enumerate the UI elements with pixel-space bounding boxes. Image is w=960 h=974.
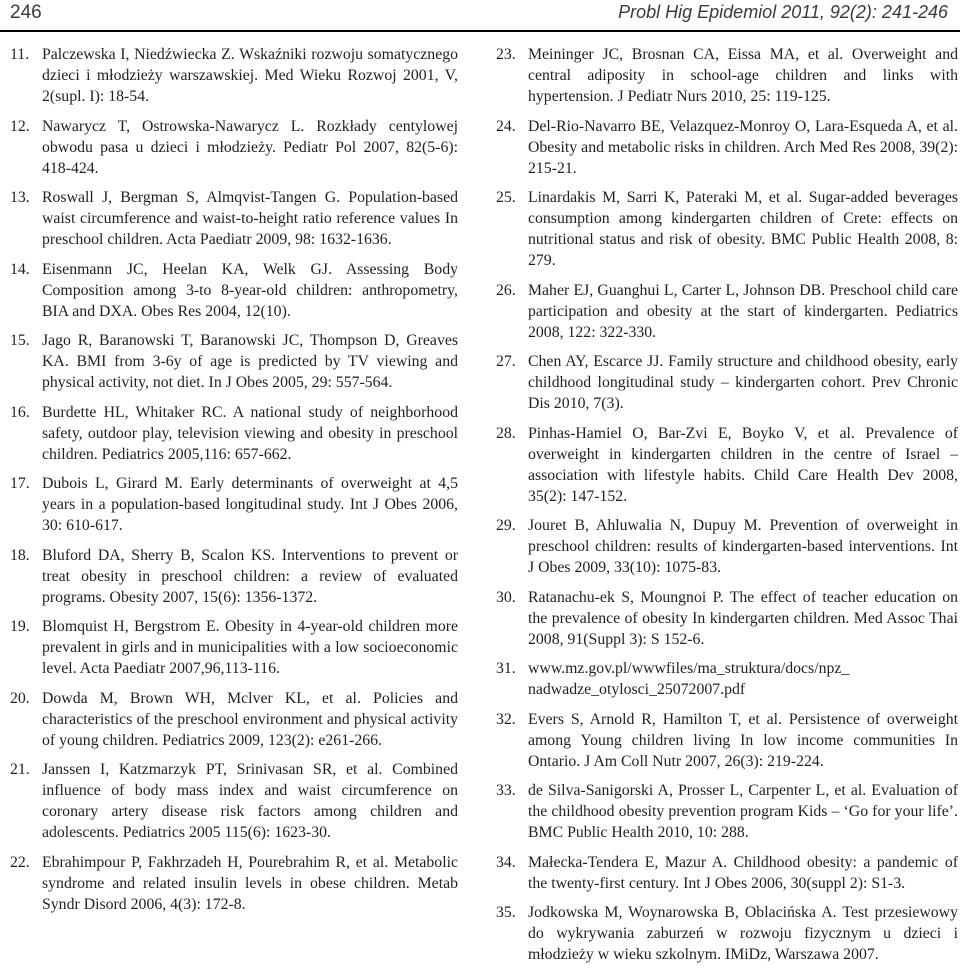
reference-item [10,402,458,465]
reference-number: 27. [496,353,516,370]
reference-text: Małecka-Tendera E, Mazur A. Childhood obesity: a pandemic of the twenty-first century. Int J Obes 2006, 30(suppl 2): S1-3. [528,853,958,892]
reference-item [496,658,958,700]
reference-number: 14. [10,260,30,278]
reference-text: Jouret B, Ahluwalia N, Dupuy M. Prevention of overweight in preschool children: results of kindergarten-based interventions. Int J Obes 2009, 33(10): 1075-83. [528,517,958,576]
reference-item [10,759,458,843]
reference-item [10,187,458,250]
journal-citation: Probl Hig Epidemiol 2011, 92(2): 241-246 [618,2,948,22]
reference-text: Bluford DA, Sherry B, Scalon KS. Interventions to prevent or treat obesity in preschool children: a review of evaluated programs. Obesity 2007, 15(6): 1356-1372. [42,546,458,606]
page-header [0,0,960,40]
reference-text: Chen AY, Escarce JJ. Family structure and childhood obesity, early childhood longitudinal study – kindergarten cohort. Prev Chronic Dis 2010, 7(3). [528,353,958,412]
reference-number: 28. [496,424,516,442]
reference-number: 29. [496,517,516,534]
reference-item [496,116,958,179]
reference-number: 13. [10,189,30,206]
reference-text: Ebrahimpour P, Fakhrzadeh H, Pourebrahim R, et al. Metabolic syndrome and related insulin levels in obese children. Metab Syndr Disord 2006, 4(3): 172-8. [42,853,458,913]
reference-item [10,852,458,915]
references-left-column [10,44,458,923]
reference-number: 26. [496,281,516,299]
reference-number: 21. [10,761,30,778]
reference-number: 12. [10,117,30,135]
reference-item [10,44,458,107]
reference-text: Meininger JC, Brosnan CA, Eissa MA, et al. Overweight and central adiposity in school-age children and links with hypertension. J Pediatr Nurs 2010, 25: 119-125. [528,46,958,105]
reference-text: Del-Rio-Navarro BE, Velazquez-Monroy O, Lara-Esqueda A, et al. Obesity and metabolic risks in children. Arch Med Res 2008, 39(2): 215-21. [528,117,958,177]
reference-number: 23. [496,46,516,63]
reference-text: Burdette HL, Whitaker RC. A national study of neighborhood safety, outdoor play, television viewing and obesity in preschool children. Pediatrics 2005,116: 657-662. [42,403,458,463]
reference-number: 15. [10,332,30,349]
reference-text: Ratanachu-ek S, Moungnoi P. The effect of teacher education on the prevalence of obesity In kindergarten children. Med Assoc Thai 2008, 91(Suppl 3): S 152-6. [528,588,958,648]
reference-text: Dowda M, Brown WH, Mclver KL, et al. Policies and characteristics of the preschool environment and physical activity of young children. Pediatrics 2009, 123(2): e261-266. [42,689,458,749]
reference-number: 20. [10,689,30,707]
reference-text: Pinhas-Hamiel O, Bar-Zvi E, Boyko V, et al. Prevalence of overweight in kindergarten children in the centre of Israel – association with lifestyle habits. Child Care Health Dev 2008, 35(2): 147-152. [528,424,958,505]
reference-item [496,902,958,965]
reference-number: 25. [496,189,516,206]
reference-item [496,44,958,107]
reference-number: 22. [10,853,30,871]
reference-text: Palczewska I, Niedźwiecka Z. Wskaźniki rozwoju somatycznego dzieci i młodzieży warszawskiej. Med Wieku Rozwoj 2001, V, 2(supl. I): 18-54. [42,46,458,105]
reference-item [496,280,958,343]
reference-number: 34. [496,853,516,871]
reference-item [496,515,958,578]
reference-item [10,259,458,322]
references-right-column [496,44,958,974]
reference-text: Dubois L, Girard M. Early determinants of overweight at 4,5 years in a population-based longitudinal study. Int J Obes 2006, 30: 610-617. [42,475,458,534]
reference-text: Nawarycz T, Ostrowska-Nawarycz L. Rozkłady centylowej obwodu pasa u dzieci i młodzieży. Pediatr Pol 2007, 82(5-6): 418-424. [42,117,458,177]
reference-item [10,545,458,608]
reference-number: 17. [10,475,30,492]
reference-text: Jodkowska M, Woynarowska B, Oblacińska A. Test przesiewowy do wykrywania zaburzeń w rozwoju fizycznym u dzieci i młodzieży w wieku szkolnym. IMiDz, Warszawa 2007. [528,904,958,963]
reference-text: Linardakis M, Sarri K, Pateraki M, et al. Sugar-added beverages consumption among kindergarten children of Crete: effects on nutritional status and risk of obesity. BMC Public Health 2008, 8: 279. [528,189,958,269]
reference-text: Evers S, Arnold R, Hamilton T, et al. Persistence of overweight among Young children living In low income communities In Ontario. J Am Coll Nutr 2007, 26(3): 219-224. [528,710,958,770]
reference-text: Janssen I, Katzmarzyk PT, Srinivasan SR, et al. Combined influence of body mass index and waist circumference on coronary artery disease risk factors among children and adolescents. Pediatrics 2005 115(6): 1623-30. [42,761,458,841]
header-rule [0,30,960,32]
reference-number: 31. [496,660,516,677]
reference-item [10,473,458,536]
reference-item [10,688,458,751]
reference-item [496,852,958,894]
reference-text: Roswall J, Bergman S, Almqvist-Tangen G. Population-based waist circumference and waist-to-height ratio reference values In preschool children. Acta Paediatr 2009, 98: 1632-1636. [42,189,458,248]
reference-number: 18. [10,546,30,564]
reference-text: Eisenmann JC, Heelan KA, Welk GJ. Assessing Body Composition among 3-to 8-year-old children: anthropometry, BIA and DXA. Obes Res 2004, 12(10). [42,260,458,320]
reference-item [10,116,458,179]
reference-number: 19. [10,618,30,635]
reference-item [10,330,458,393]
reference-text: www.mz.gov.pl/wwwfiles/ma_struktura/docs/npz_ nadwadze_otylosci_25072007.pdf [528,660,850,698]
reference-number: 32. [496,710,516,728]
reference-number: 33. [496,782,516,799]
reference-number: 16. [10,403,30,421]
reference-text: Jago R, Baranowski T, Baranowski JC, Thompson D, Greaves KA. BMI from 3-6y of age is predicted by TV viewing and physical activity, not diet. In J Obes 2005, 29: 557-564. [42,332,458,391]
page-number: 246 [10,2,42,23]
reference-text: Blomquist H, Bergstrom E. Obesity in 4-year-old children more prevalent in girls and in municipalities with a low socioeconomic level. Acta Paediatr 2007,96,113-116. [42,618,458,677]
reference-number: 11. [10,46,30,63]
reference-number: 30. [496,588,516,606]
reference-text: de Silva-Sanigorski A, Prosser L, Carpenter L, et al. Evaluation of the childhood obesity prevention program Kids – ‘Go for your life’. BMC Public Health 2010, 10: 288. [528,782,958,841]
reference-item [496,423,958,507]
reference-item [496,187,958,271]
reference-item [496,709,958,772]
reference-number: 35. [496,904,516,921]
reference-item [496,780,958,843]
reference-number: 24. [496,117,516,135]
reference-item [10,616,458,679]
reference-item [496,587,958,650]
reference-item [496,351,958,414]
reference-text: Maher EJ, Guanghui L, Carter L, Johnson DB. Preschool child care participation and obesity at the start of kindergarten. Pediatrics 2008, 122: 322-330. [528,281,958,341]
